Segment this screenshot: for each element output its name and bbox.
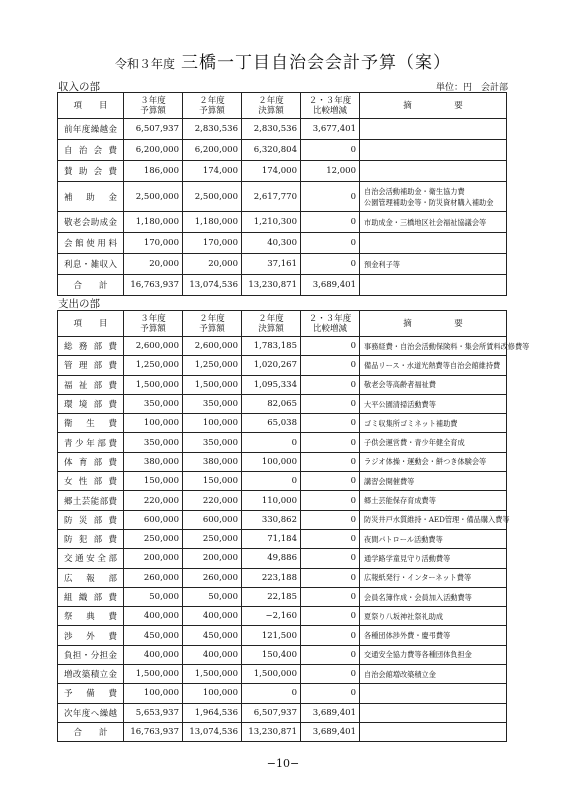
row-y3-cell: 16,763,937 (124, 275, 183, 296)
row-y2-budget-cell: 1,500,000 (183, 665, 242, 684)
row-diff-cell: 0 (301, 433, 360, 452)
row-y2-budget-cell: 20,000 (183, 254, 242, 275)
row-y3-cell: 220,000 (124, 491, 183, 510)
row-y2-budget-cell: 2,500,000 (183, 182, 242, 212)
row-y2-budget-cell: 100,000 (183, 414, 242, 433)
row-diff-cell: 0 (301, 491, 360, 510)
row-note-cell (360, 275, 507, 296)
row-y2-settle-cell: 13,230,871 (242, 275, 301, 296)
row-y3-cell: 6,507,937 (124, 119, 183, 140)
row-y3-cell: 150,000 (124, 472, 183, 491)
row-y2-budget-cell: 6,200,000 (183, 140, 242, 161)
col-item-header: 項 目 (58, 311, 124, 337)
row-item-cell: 女性部費 (58, 472, 124, 491)
row-y3-cell: 170,000 (124, 233, 183, 254)
expense-table (57, 310, 530, 742)
table-row (58, 703, 507, 722)
row-item-cell: 次年度へ繰越 (58, 703, 124, 722)
row-item-cell: 防犯部費 (58, 529, 124, 548)
row-item-cell: 広報部 (58, 568, 124, 587)
title-main: 三橋一丁目自治会会計予算（案） (181, 53, 451, 73)
table-row (58, 645, 507, 664)
table-row (58, 212, 507, 233)
row-y3-cell: 5,653,937 (124, 703, 183, 722)
table-row (58, 119, 507, 140)
row-y3-cell: 16,763,937 (124, 722, 183, 741)
row-diff-cell: 3,689,401 (301, 275, 360, 296)
row-diff-cell: 0 (301, 568, 360, 587)
row-diff-cell: 3,677,401 (301, 119, 360, 140)
row-diff-cell: 0 (301, 356, 360, 375)
row-item-cell: 負担・分担金 (58, 645, 124, 664)
row-y2-settle-cell: 71,184 (242, 529, 301, 548)
row-y2-budget-cell: 600,000 (183, 510, 242, 529)
row-y2-settle-cell: 40,300 (242, 233, 301, 254)
row-diff-cell: 0 (301, 607, 360, 626)
row-note-cell: ゴミ収集所ゴミネット補助費 (360, 414, 507, 433)
table-row (58, 549, 507, 568)
table-row (58, 529, 507, 548)
row-y2-budget-cell: 13,074,536 (183, 722, 242, 741)
row-y3-cell: 20,000 (124, 254, 183, 275)
row-item-cell: 利息・雑収入 (58, 254, 124, 275)
income-heading: 収入の部 (58, 81, 100, 93)
row-note-cell: 会員名簿作成・会員加入活動費等 (360, 587, 507, 606)
row-y2-settle-cell: 1,210,300 (242, 212, 301, 233)
row-y2-settle-cell: 2,617,770 (242, 182, 301, 212)
row-y3-cell: 2,500,000 (124, 182, 183, 212)
row-y2-budget-cell: 2,600,000 (183, 337, 242, 356)
row-note-cell: 夏祭り八坂神社祭礼助成 (360, 607, 507, 626)
document-title (0, 48, 566, 73)
expense-header-row (58, 311, 507, 337)
row-y2-budget-cell: 380,000 (183, 452, 242, 471)
row-note-cell: 子供会運営費・青少年健全育成 (360, 433, 507, 452)
row-y2-budget-cell: 400,000 (183, 645, 242, 664)
row-item-cell: 自治会費 (58, 140, 124, 161)
row-y3-cell: 600,000 (124, 510, 183, 529)
row-note-cell: 通学路学童見守り活動費等 (360, 549, 507, 568)
col-item-header: 項 目 (58, 93, 124, 119)
row-y2-settle-cell: 330,862 (242, 510, 301, 529)
row-y2-settle-cell: 0 (242, 684, 301, 703)
row-y3-cell: 50,000 (124, 587, 183, 606)
row-item-cell: 福祉部費 (58, 375, 124, 394)
row-y2-budget-cell: 100,000 (183, 684, 242, 703)
row-item-cell: 総務部費 (58, 337, 124, 356)
total-row (58, 275, 507, 296)
title-prefix: 令和３年度 (114, 57, 175, 71)
row-diff-cell: 0 (301, 549, 360, 568)
col-y3-header: ３年度 予算額 (124, 93, 183, 119)
row-y2-settle-cell: 37,161 (242, 254, 301, 275)
row-note-cell: 自治会活動補助金・衛生協力費 公園管理補助金等・防災資材購入補助金 (360, 182, 507, 212)
row-y2-settle-cell: 6,507,937 (242, 703, 301, 722)
row-y3-cell: 400,000 (124, 645, 183, 664)
row-diff-cell: 0 (301, 212, 360, 233)
row-y2-budget-cell: 1,500,000 (183, 375, 242, 394)
table-row (58, 375, 507, 394)
row-y2-budget-cell: 1,964,536 (183, 703, 242, 722)
table-row (58, 684, 507, 703)
row-y2-budget-cell: 150,000 (183, 472, 242, 491)
row-diff-cell: 3,689,401 (301, 703, 360, 722)
row-item-cell: 体育部費 (58, 452, 124, 471)
row-diff-cell: 0 (301, 472, 360, 491)
row-y3-cell: 1,180,000 (124, 212, 183, 233)
table-row (58, 233, 507, 254)
row-y2-budget-cell: 200,000 (183, 549, 242, 568)
row-note-cell (360, 140, 507, 161)
row-note-cell: 夜間パトロール活動費等 (360, 529, 507, 548)
row-y2-settle-cell: 0 (242, 433, 301, 452)
row-y2-budget-cell: 2,830,536 (183, 119, 242, 140)
row-diff-cell: 12,000 (301, 161, 360, 182)
row-y2-settle-cell: 174,000 (242, 161, 301, 182)
row-y2-budget-cell: 350,000 (183, 394, 242, 413)
row-diff-cell: 0 (301, 587, 360, 606)
row-diff-cell: 0 (301, 254, 360, 275)
row-y2-settle-cell: 2,830,536 (242, 119, 301, 140)
row-item-cell: 増改築積立金 (58, 665, 124, 684)
row-item-cell: 環境部費 (58, 394, 124, 413)
row-item-cell: 管理部費 (58, 356, 124, 375)
row-y2-settle-cell: 65,038 (242, 414, 301, 433)
row-y2-settle-cell: 0 (242, 472, 301, 491)
row-y2-settle-cell: 13,230,871 (242, 722, 301, 741)
table-row (58, 140, 507, 161)
row-note-cell: 講習会開催費等 (360, 472, 507, 491)
row-item-cell: 組織部費 (58, 587, 124, 606)
income-table (57, 92, 507, 296)
row-y3-cell: 2,600,000 (124, 337, 183, 356)
table-row (58, 568, 507, 587)
table-row (58, 607, 507, 626)
row-y2-budget-cell: 450,000 (183, 626, 242, 645)
row-y3-cell: 100,000 (124, 414, 183, 433)
col-y2-settle-header: ２年度 決算額 (242, 311, 301, 337)
row-y2-settle-cell: 82,065 (242, 394, 301, 413)
row-y3-cell: 186,000 (124, 161, 183, 182)
row-y2-budget-cell: 260,000 (183, 568, 242, 587)
row-item-cell: 前年度繰越金 (58, 119, 124, 140)
row-item-cell: 青少年部費 (58, 433, 124, 452)
row-y3-cell: 1,500,000 (124, 375, 183, 394)
row-note-cell: 各種団体渉外費・慶弔費等 (360, 626, 507, 645)
row-note-cell: 自治会館増改築積立金 (360, 665, 507, 684)
row-diff-cell: 0 (301, 645, 360, 664)
row-diff-cell: 0 (301, 626, 360, 645)
row-note-cell: ラジオ体操・運動会・餅つき体験会等 (360, 452, 507, 471)
row-item-cell: 補助金 (58, 182, 124, 212)
table-row (58, 510, 507, 529)
row-y2-settle-cell: 100,000 (242, 452, 301, 471)
row-y2-settle-cell: −2,160 (242, 607, 301, 626)
table-row (58, 414, 507, 433)
table-row (58, 665, 507, 684)
row-y2-settle-cell: 1,095,334 (242, 375, 301, 394)
row-diff-cell: 0 (301, 140, 360, 161)
row-y2-budget-cell: 50,000 (183, 587, 242, 606)
row-y2-budget-cell: 13,074,536 (183, 275, 242, 296)
table-row (58, 394, 507, 413)
row-item-cell: 祭典費 (58, 607, 124, 626)
row-y2-budget-cell: 220,000 (183, 491, 242, 510)
col-y3-header: ３年度 予算額 (124, 311, 183, 337)
row-y3-cell: 6,200,000 (124, 140, 183, 161)
row-diff-cell: 0 (301, 510, 360, 529)
row-note-cell (360, 703, 507, 722)
col-diff-header: ２・３年度 比較増減 (301, 311, 360, 337)
row-y3-cell: 400,000 (124, 607, 183, 626)
row-note-cell: 市助成金・三橋地区社会福祉協議会等 (360, 212, 507, 233)
col-y2-budget-header: ２年度 予算額 (183, 93, 242, 119)
row-note-cell: 事務経費・自治会活動保険料・集会所賃料改修費等 (360, 337, 507, 356)
row-diff-cell: 0 (301, 665, 360, 684)
row-y3-cell: 260,000 (124, 568, 183, 587)
row-y2-settle-cell: 150,400 (242, 645, 301, 664)
row-item-cell: 賛助会費 (58, 161, 124, 182)
row-y2-settle-cell: 1,500,000 (242, 665, 301, 684)
row-item-cell: 防災部費 (58, 510, 124, 529)
table-row (58, 472, 507, 491)
table-row (58, 626, 507, 645)
row-note-cell (360, 722, 507, 741)
unit-label: 単位：円 会計部 (435, 83, 508, 93)
row-note-cell: 防災井戸水質維持・AED管理・備品購入費等 (360, 510, 507, 529)
total-row (58, 722, 507, 741)
row-note-cell: 敬老会等高齢者福祉費 (360, 375, 507, 394)
row-item-cell: 合 計 (58, 722, 124, 741)
income-header-row (58, 93, 507, 119)
row-note-cell: 郷土芸能保存育成費等 (360, 491, 507, 510)
row-item-cell: 合 計 (58, 275, 124, 296)
row-note-cell: 大平公園清掃活動費等 (360, 394, 507, 413)
row-note-cell: 広報紙発行・インターネット費等 (360, 568, 507, 587)
row-note-cell: 備品リース・水道光熱費等自治会館維持費 (360, 356, 507, 375)
row-y2-settle-cell: 1,783,185 (242, 337, 301, 356)
row-diff-cell: 0 (301, 684, 360, 703)
table-row (58, 433, 507, 452)
row-diff-cell: 0 (301, 452, 360, 471)
table-row (58, 182, 507, 212)
table-row (58, 356, 507, 375)
row-y3-cell: 450,000 (124, 626, 183, 645)
row-note-cell: 交通安全協力費等各種団体負担金 (360, 645, 507, 664)
row-diff-cell: 0 (301, 529, 360, 548)
col-diff-header: ２・３年度 比較増減 (301, 93, 360, 119)
row-y3-cell: 350,000 (124, 433, 183, 452)
row-y2-settle-cell: 22,185 (242, 587, 301, 606)
row-diff-cell: 0 (301, 182, 360, 212)
table-row (58, 254, 507, 275)
row-diff-cell: 0 (301, 394, 360, 413)
row-diff-cell: 0 (301, 375, 360, 394)
row-note-cell: 預金利子等 (360, 254, 507, 275)
row-y3-cell: 100,000 (124, 684, 183, 703)
page-number: −10− (266, 757, 300, 770)
row-item-cell: 衛生費 (58, 414, 124, 433)
row-note-cell (360, 161, 507, 182)
row-note-cell (360, 684, 507, 703)
row-y3-cell: 1,250,000 (124, 356, 183, 375)
row-item-cell: 予備費 (58, 684, 124, 703)
row-y2-budget-cell: 174,000 (183, 161, 242, 182)
col-y2-budget-header: ２年度 予算額 (183, 311, 242, 337)
row-y2-settle-cell: 121,500 (242, 626, 301, 645)
row-y2-settle-cell: 110,000 (242, 491, 301, 510)
row-y2-settle-cell: 6,320,804 (242, 140, 301, 161)
row-note-cell (360, 119, 507, 140)
row-item-cell: 会館使用料 (58, 233, 124, 254)
row-diff-cell: 0 (301, 233, 360, 254)
row-y2-budget-cell: 1,180,000 (183, 212, 242, 233)
row-y2-settle-cell: 49,886 (242, 549, 301, 568)
row-item-cell: 渉外費 (58, 626, 124, 645)
row-y3-cell: 1,500,000 (124, 665, 183, 684)
row-y2-budget-cell: 170,000 (183, 233, 242, 254)
col-note-header: 摘 要 (360, 93, 507, 119)
row-y2-budget-cell: 250,000 (183, 529, 242, 548)
row-diff-cell: 0 (301, 414, 360, 433)
col-note-header: 摘 要 (360, 311, 507, 337)
table-row (58, 452, 507, 471)
row-y3-cell: 200,000 (124, 549, 183, 568)
table-row (58, 491, 507, 510)
row-diff-cell: 3,689,401 (301, 722, 360, 741)
row-y2-budget-cell: 400,000 (183, 607, 242, 626)
row-diff-cell: 0 (301, 337, 360, 356)
row-item-cell: 郷土芸能部費 (58, 491, 124, 510)
row-item-cell: 敬老会助成金 (58, 212, 124, 233)
col-y2-settle-header: ２年度 決算額 (242, 93, 301, 119)
row-y3-cell: 250,000 (124, 529, 183, 548)
row-y3-cell: 350,000 (124, 394, 183, 413)
row-item-cell: 交通安全部 (58, 549, 124, 568)
table-row (58, 161, 507, 182)
row-y2-settle-cell: 223,188 (242, 568, 301, 587)
row-note-cell (360, 233, 507, 254)
table-row (58, 587, 507, 606)
row-y3-cell: 380,000 (124, 452, 183, 471)
row-y2-budget-cell: 1,250,000 (183, 356, 242, 375)
row-y2-settle-cell: 1,020,267 (242, 356, 301, 375)
row-y2-budget-cell: 350,000 (183, 433, 242, 452)
table-row (58, 337, 507, 356)
expense-heading: 支出の部 (58, 298, 100, 310)
